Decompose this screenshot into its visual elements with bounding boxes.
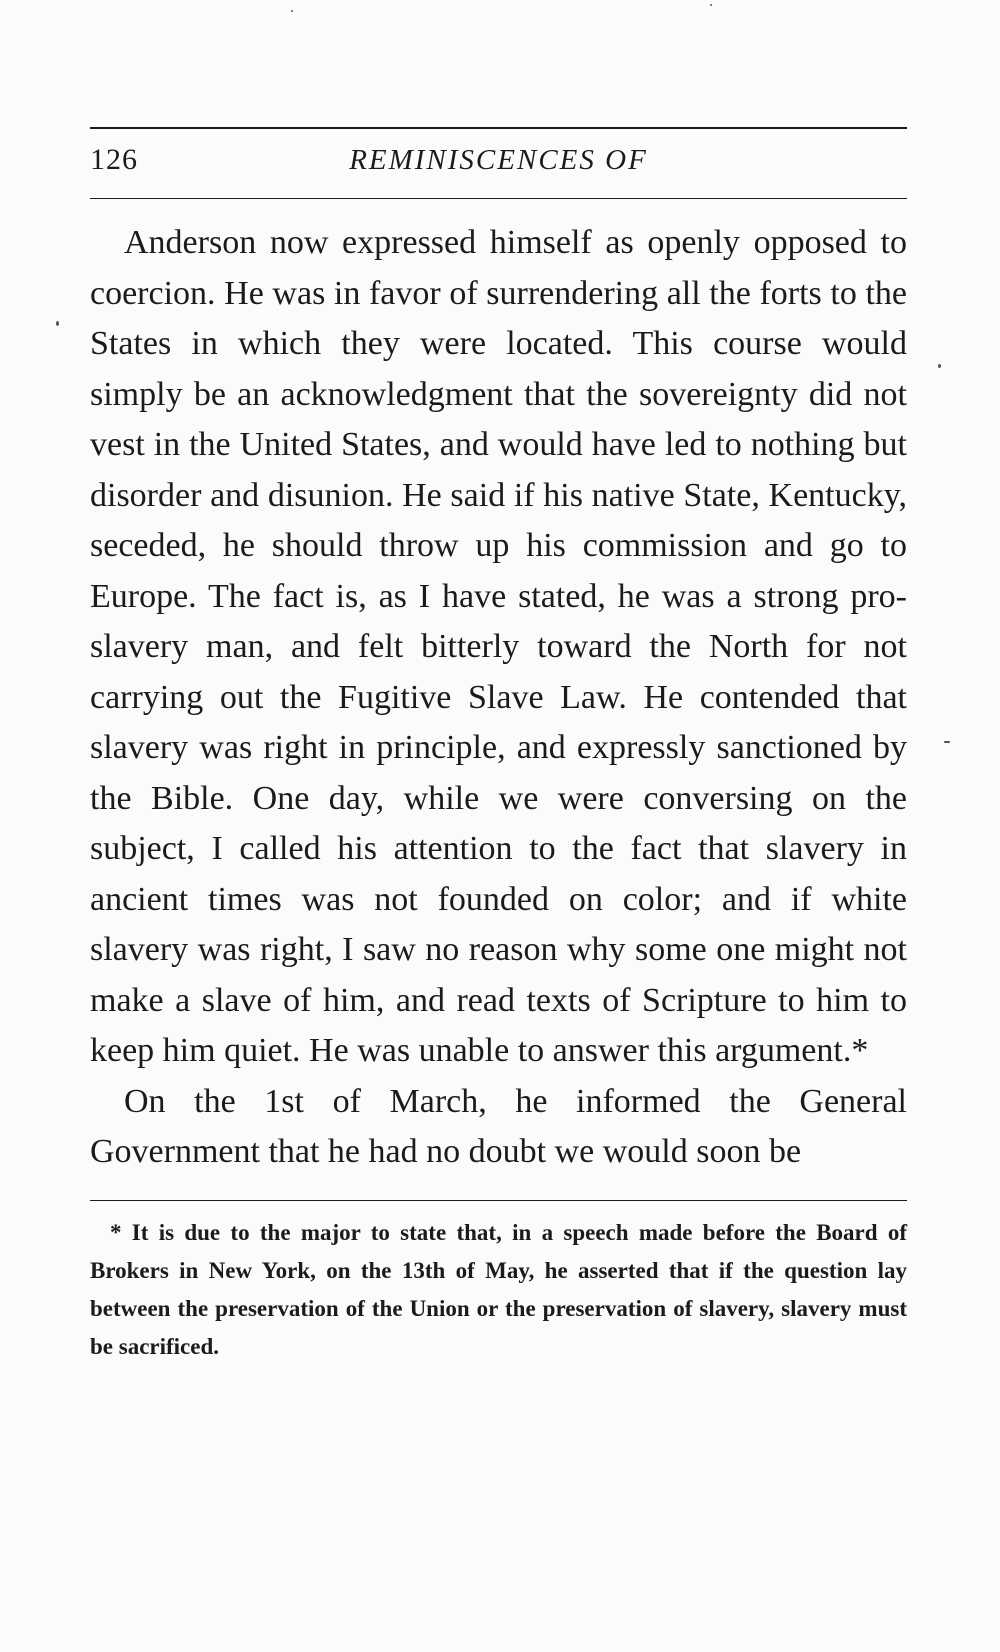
paper-speck xyxy=(291,10,293,12)
page-header xyxy=(90,140,907,184)
main-text xyxy=(90,218,907,1178)
paper-speck xyxy=(56,321,59,326)
page-number: 126 xyxy=(90,143,138,176)
paper-speck xyxy=(938,364,941,368)
footnote-rule xyxy=(90,1200,907,1201)
paragraph-anderson: Anderson now expressed himself as openly opposed to coercion. He was in favor of surrendering all the forts to the States in which they were located. This course would simply be an acknowledgment that the sovereignty did not vest in the United States, and would have led to nothing but disorder and disunion. He said if his native State, Kentucky, seceded, he should throw up his commission and go to Europe. The fact is, as I have stated, he was a strong pro-slavery man, and felt bitterly toward the North for not carrying out the Fugitive Slave Law. He contended that slavery was right in principle, and expressly sanctioned by the Bible. One day, while we were conversing on the subject, I called his attention to the fact that slavery in ancient times was not founded on color; and if white slavery was right, I saw no reason why some one might not make a slave of him, and read texts of Scripture to him to keep him quiet. He was unable to answer this argument.* xyxy=(90,224,907,1069)
footnote xyxy=(90,1214,907,1366)
paragraph-march: On the 1st of March, he informed the General Government that he had no doubt we would soon be xyxy=(90,1082,907,1170)
paper-speck xyxy=(710,4,712,6)
running-head: REMINISCENCES OF xyxy=(349,144,648,176)
header-top-rule xyxy=(90,127,907,129)
paper-speck xyxy=(944,741,950,743)
header-bottom-rule xyxy=(90,198,907,199)
footnote-text: * It is due to the major to state that, in a speech made before the Board of Brokers in New York, on the 13th of May, he asserted that if the question lay between the preservation of the Union or the preservation of slavery, slavery must be sacrificed. xyxy=(90,1220,907,1359)
